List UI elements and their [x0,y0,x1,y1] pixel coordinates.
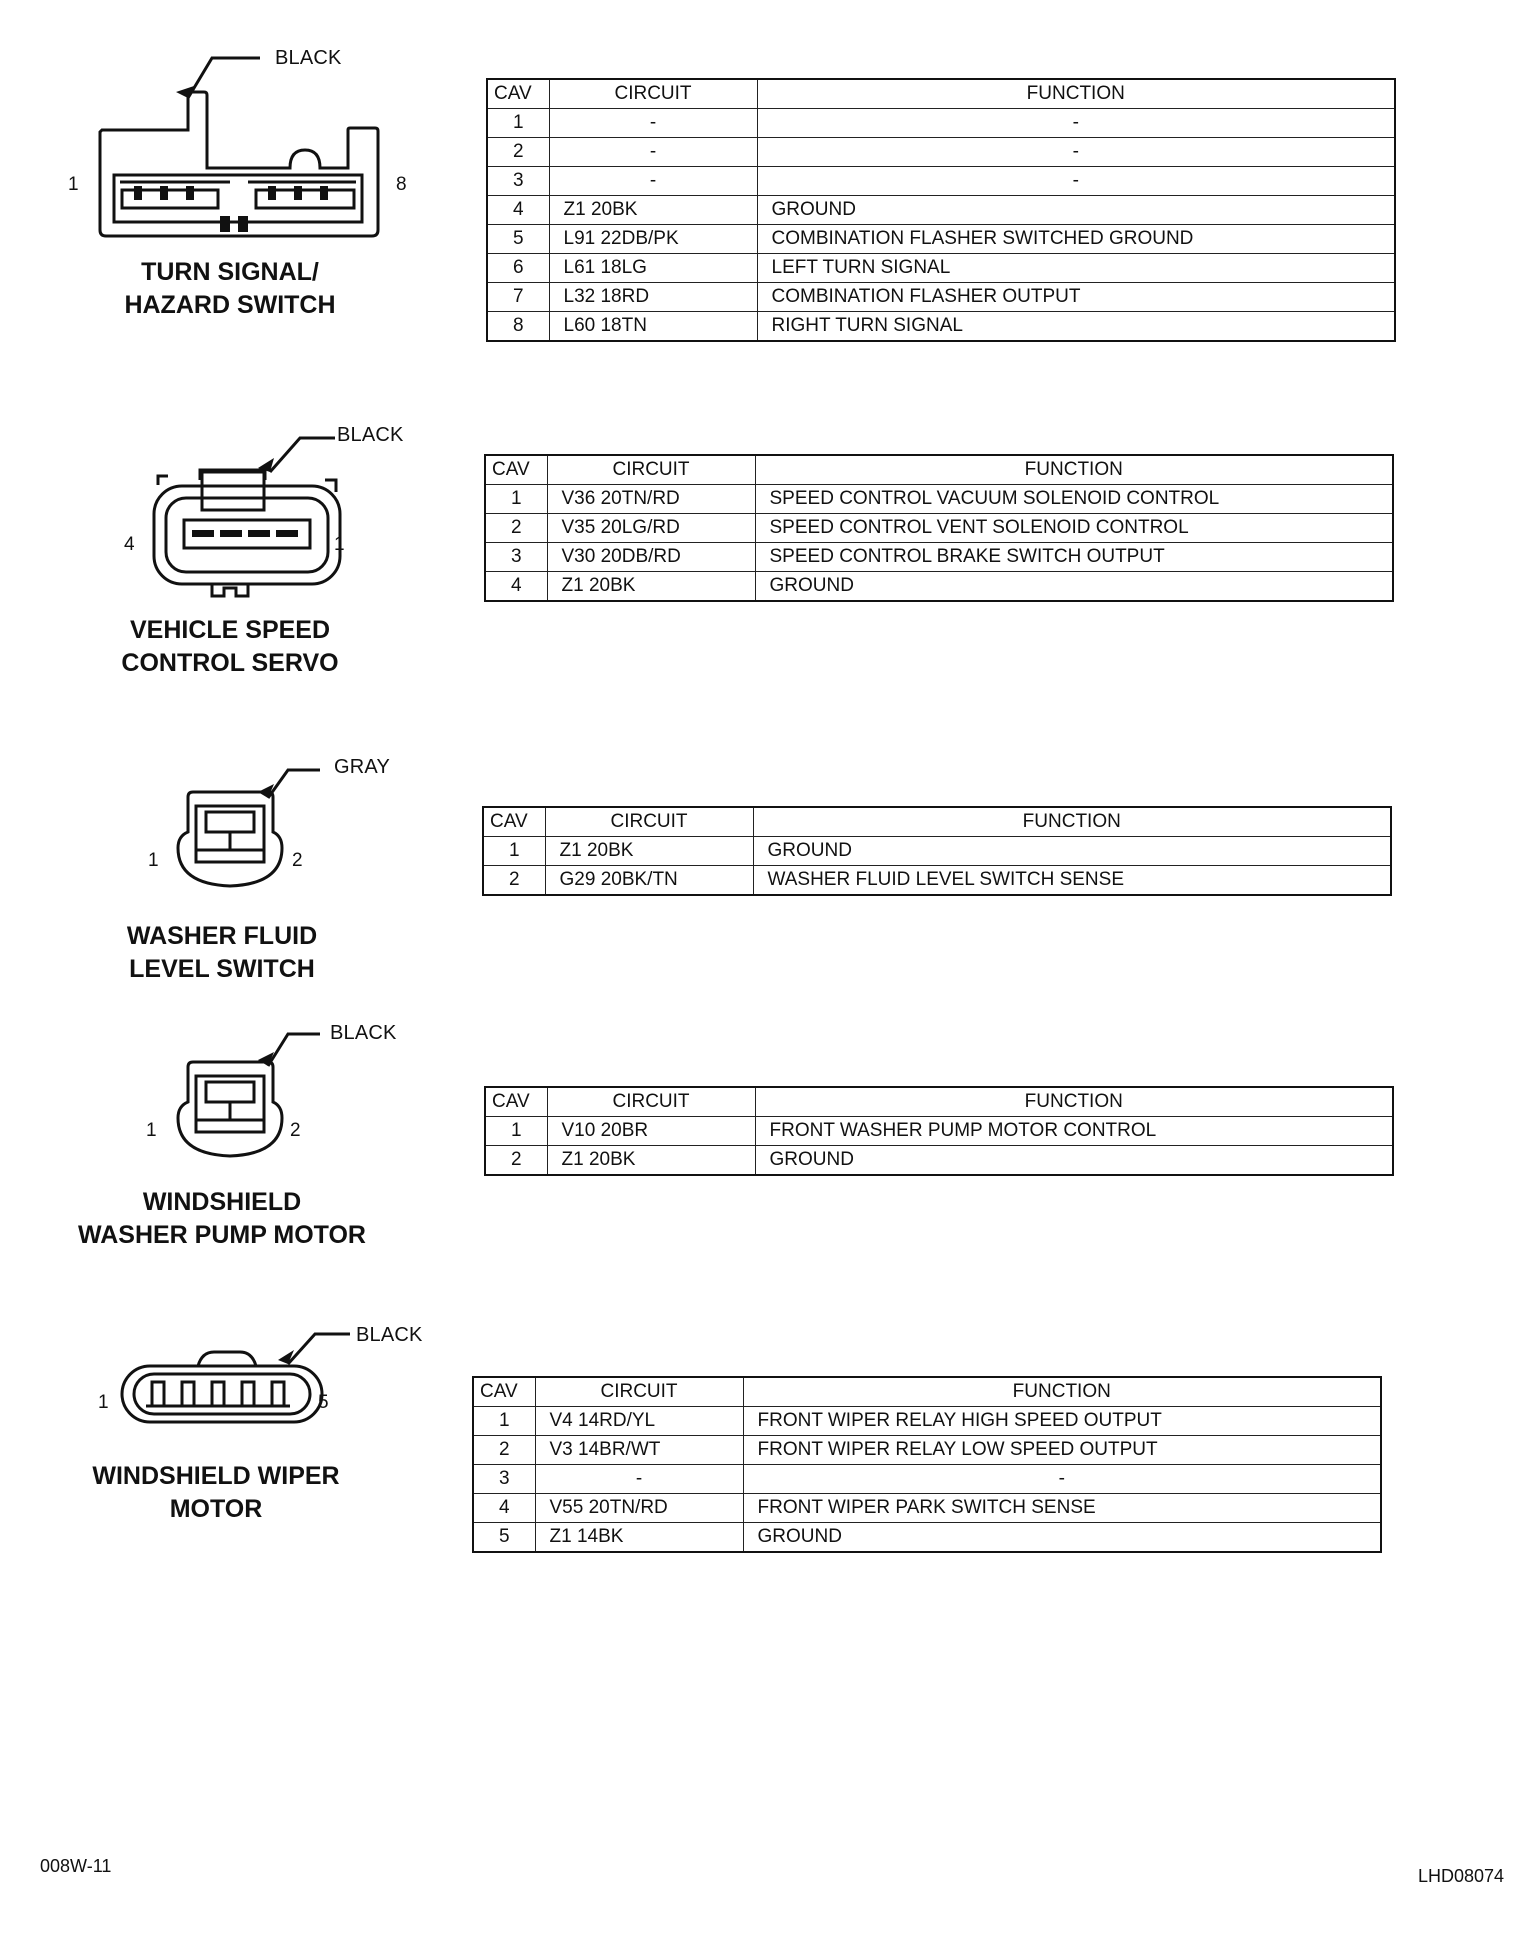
table-row [485,485,1393,514]
washer-pump-connector-color: BLACK [330,1022,397,1044]
circuit-cell: - [549,109,757,138]
page-number: 008W-11 [40,1856,112,1876]
table-row [487,225,1395,254]
circuit-cell: V30 20DB/RD [547,543,755,572]
function-header: FUNCTION [753,807,1391,837]
table-header-row [473,1377,1381,1407]
table-row [485,572,1393,602]
table-row [487,254,1395,283]
table-header-row [487,79,1395,109]
figure-code: LHD08074 [1418,1866,1505,1886]
cav-cell: 5 [473,1523,535,1553]
cav-cell: 2 [485,514,547,543]
cav-header: CAV [487,79,549,109]
turn-signal-pin-left: 1 [68,174,79,195]
function-cell: SPEED CONTROL BRAKE SWITCH OUTPUT [755,543,1393,572]
washer-pump-connector-drawing [160,1022,340,1172]
table-row [487,138,1395,167]
circuit-cell: L60 18TN [549,312,757,342]
table-header-row [483,807,1391,837]
washer-fluid-connector-color: GRAY [334,756,390,778]
cav-cell: 5 [487,225,549,254]
function-cell: - [757,109,1395,138]
cav-cell: 1 [485,1117,547,1146]
turn-signal-pin-right: 8 [396,174,407,195]
circuit-cell: Z1 20BK [547,572,755,602]
cav-header: CAV [485,1087,547,1117]
cav-cell: 4 [473,1494,535,1523]
circuit-cell: L61 18LG [549,254,757,283]
function-header: FUNCTION [755,1087,1393,1117]
table-row [485,514,1393,543]
cav-cell: 3 [485,543,547,572]
table-row [473,1407,1381,1436]
servo-connector-color: BLACK [337,424,404,446]
function-header: FUNCTION [757,79,1395,109]
function-cell: COMBINATION FLASHER OUTPUT [757,283,1395,312]
turn-signal-connector-color: BLACK [275,47,342,69]
function-cell: WASHER FLUID LEVEL SWITCH SENSE [753,866,1391,896]
cav-header: CAV [483,807,545,837]
function-cell: GROUND [755,572,1393,602]
function-cell: LEFT TURN SIGNAL [757,254,1395,283]
table-row [473,1436,1381,1465]
circuit-header: CIRCUIT [545,807,753,837]
circuit-cell: Z1 20BK [547,1146,755,1176]
table-row [483,866,1391,896]
cav-cell: 6 [487,254,549,283]
circuit-header: CIRCUIT [535,1377,743,1407]
function-cell: - [757,138,1395,167]
washer-pump-pin-table [484,1086,1394,1176]
cav-cell: 4 [485,572,547,602]
washer-fluid-connector-title: WASHER FLUID LEVEL SWITCH [126,922,318,983]
table-row [487,196,1395,225]
function-cell: GROUND [743,1523,1381,1553]
table-row [485,543,1393,572]
circuit-cell: - [535,1465,743,1494]
turn-signal-switch-connector-drawing [80,40,420,260]
circuit-cell: V4 14RD/YL [535,1407,743,1436]
function-cell: SPEED CONTROL VACUUM SOLENOID CONTROL [755,485,1393,514]
washer-fluid-pin-table [482,806,1392,896]
function-cell: FRONT WASHER PUMP MOTOR CONTROL [755,1117,1393,1146]
circuit-cell: Z1 20BK [545,837,753,866]
wiper-motor-pin-left: 1 [98,1392,109,1413]
cav-cell: 1 [485,485,547,514]
washer-fluid-switch-connector-drawing [160,752,340,902]
circuit-header: CIRCUIT [549,79,757,109]
circuit-cell: L32 18RD [549,283,757,312]
turn-signal-pin-table [486,78,1396,342]
cav-cell: 2 [487,138,549,167]
servo-connector-title: VEHICLE SPEED CONTROL SERVO [121,616,339,677]
table-row [487,109,1395,138]
cav-cell: 3 [487,167,549,196]
function-cell: RIGHT TURN SIGNAL [757,312,1395,342]
function-cell: - [743,1465,1381,1494]
turn-signal-connector-title: TURN SIGNAL/ HAZARD SWITCH [124,258,336,319]
circuit-cell: V36 20TN/RD [547,485,755,514]
servo-pin-right: 1 [334,534,345,555]
table-header-row [485,1087,1393,1117]
washer-fluid-pin-right: 2 [292,850,303,871]
cav-cell: 2 [473,1436,535,1465]
servo-pin-left: 4 [124,534,135,555]
cav-cell: 1 [473,1407,535,1436]
table-row [487,167,1395,196]
circuit-cell: V55 20TN/RD [535,1494,743,1523]
function-cell: COMBINATION FLASHER SWITCHED GROUND [757,225,1395,254]
wiper-motor-connector-title: WINDSHIELD WIPER MOTOR [92,1462,340,1523]
wiper-motor-pin-table [472,1376,1382,1553]
circuit-cell: - [549,167,757,196]
circuit-cell: Z1 14BK [535,1523,743,1553]
speed-control-servo-connector-drawing [140,420,370,610]
cav-cell: 2 [483,866,545,896]
table-row [487,283,1395,312]
washer-pump-connector-title: WINDSHIELD WASHER PUMP MOTOR [78,1188,366,1249]
cav-header: CAV [485,455,547,485]
table-row [483,837,1391,866]
washer-fluid-pin-left: 1 [148,850,159,871]
circuit-header: CIRCUIT [547,1087,755,1117]
table-row [473,1494,1381,1523]
table-row [473,1523,1381,1553]
cav-cell: 4 [487,196,549,225]
table-row [485,1146,1393,1176]
cav-header: CAV [473,1377,535,1407]
servo-pin-table [484,454,1394,602]
table-row [473,1465,1381,1494]
cav-cell: 1 [483,837,545,866]
table-row [487,312,1395,342]
function-cell: - [757,167,1395,196]
cav-cell: 8 [487,312,549,342]
function-cell: GROUND [755,1146,1393,1176]
function-cell: FRONT WIPER PARK SWITCH SENSE [743,1494,1381,1523]
wiper-motor-connector-color: BLACK [356,1324,423,1346]
function-cell: GROUND [757,196,1395,225]
table-header-row [485,455,1393,485]
circuit-cell: G29 20BK/TN [545,866,753,896]
wiper-motor-pin-right: 5 [318,1392,329,1413]
function-cell: SPEED CONTROL VENT SOLENOID CONTROL [755,514,1393,543]
circuit-cell: - [549,138,757,167]
circuit-cell: V10 20BR [547,1117,755,1146]
cav-cell: 7 [487,283,549,312]
table-row [485,1117,1393,1146]
function-header: FUNCTION [755,455,1393,485]
circuit-cell: L91 22DB/PK [549,225,757,254]
circuit-cell: V3 14BR/WT [535,1436,743,1465]
cav-cell: 2 [485,1146,547,1176]
function-header: FUNCTION [743,1377,1381,1407]
wiper-motor-connector-drawing [110,1320,370,1440]
cav-cell: 1 [487,109,549,138]
circuit-cell: Z1 20BK [549,196,757,225]
washer-pump-pin-right: 2 [290,1120,301,1141]
function-cell: FRONT WIPER RELAY HIGH SPEED OUTPUT [743,1407,1381,1436]
circuit-header: CIRCUIT [547,455,755,485]
circuit-cell: V35 20LG/RD [547,514,755,543]
cav-cell: 3 [473,1465,535,1494]
function-cell: GROUND [753,837,1391,866]
function-cell: FRONT WIPER RELAY LOW SPEED OUTPUT [743,1436,1381,1465]
washer-pump-pin-left: 1 [146,1120,157,1141]
